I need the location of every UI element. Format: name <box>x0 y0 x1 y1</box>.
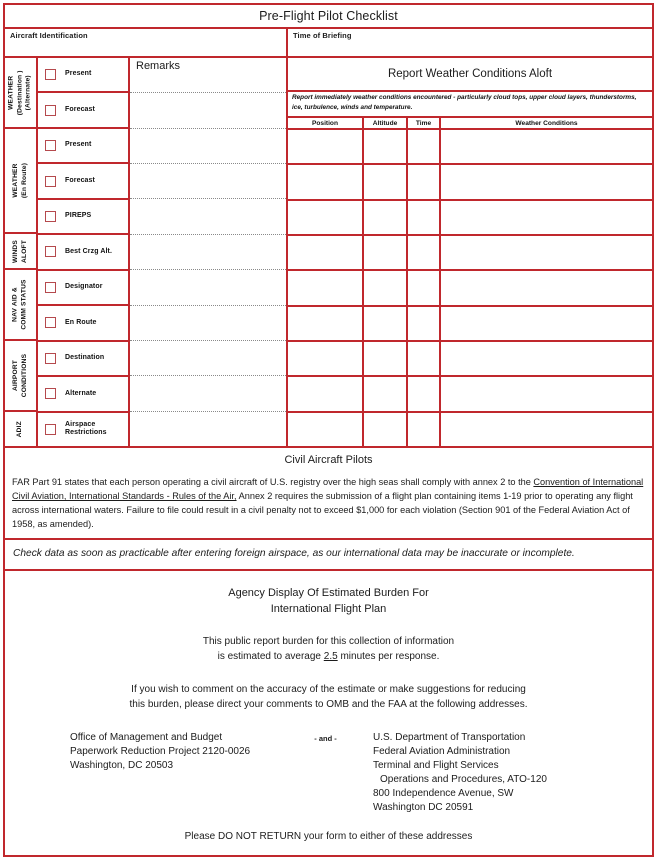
checklist-group-winds-aloft <box>5 234 36 270</box>
aloft-table-row <box>288 236 652 271</box>
aloft-table-row <box>288 307 652 342</box>
aircraft-identification-field[interactable] <box>5 29 288 56</box>
checklist-item-row[interactable] <box>38 377 128 412</box>
burden-heading <box>13 585 644 617</box>
aloft-cell-time[interactable] <box>408 271 441 304</box>
civil-text-part2: Annex 2 requires the submission of a flight plan containing items 1-19 prior to operating any flight across international waters. Failure to file could result in a civil penalty not to exceed $1,000 for each violation (Section 901 of the Federal Aviation Act of 1958, as amended). <box>12 491 633 529</box>
checklist-group-adiz <box>5 412 36 446</box>
checklist-group-label: AIRPORT CONDITIONS <box>12 353 28 397</box>
burden-heading-line2: International Flight Plan <box>270 603 387 615</box>
omb-address-line: Office of Management and Budget <box>70 732 223 743</box>
time-of-briefing-label: Time of Briefing <box>293 31 352 40</box>
form-title-bar <box>5 5 652 29</box>
checklist-group-nav-aid-comm-status <box>5 270 36 341</box>
checklist-group-label: NAV AID & COMM STATUS <box>12 279 28 330</box>
checkbox-destination[interactable] <box>45 353 56 364</box>
report-weather-aloft-section <box>288 58 652 446</box>
aloft-cell-position[interactable] <box>288 271 364 304</box>
burden-comment-line2: this burden, please direct your comments to OMB and the FAA at the following addresses. <box>129 699 528 710</box>
dot-address-line: Washington DC 20591 <box>373 802 474 813</box>
aloft-cell-conditions[interactable] <box>441 165 652 198</box>
dot-address-line: Federal Aviation Administration <box>373 746 511 757</box>
aloft-cell-position[interactable] <box>288 342 364 375</box>
checklist-group-label: ADIZ <box>16 420 24 437</box>
aloft-cell-conditions[interactable] <box>441 307 652 340</box>
aloft-cell-conditions[interactable] <box>441 342 652 375</box>
aloft-table-row <box>288 201 652 236</box>
remarks-cell[interactable] <box>130 129 286 164</box>
page-title: Pre-Flight Pilot Checklist <box>259 9 398 23</box>
aloft-cell-conditions[interactable] <box>441 201 652 234</box>
identification-row <box>5 29 652 58</box>
agency-burden-section <box>5 571 652 842</box>
remarks-cell[interactable] <box>130 270 286 305</box>
aloft-cell-altitude[interactable] <box>364 130 408 163</box>
caution-note: Check data as soon as practicable after entering foreign airspace, as our international data may be inaccurate or incomplete. <box>5 540 652 571</box>
addresses-block <box>13 731 644 815</box>
checkbox-forecast[interactable] <box>45 176 56 187</box>
aloft-cell-position[interactable] <box>288 165 364 198</box>
checkbox-designator[interactable] <box>45 282 56 293</box>
aloft-cell-conditions[interactable] <box>441 130 652 163</box>
aloft-cell-time[interactable] <box>408 201 441 234</box>
aloft-cell-altitude[interactable] <box>364 377 408 410</box>
checklist-item-row[interactable] <box>38 58 128 93</box>
checklist-item-row[interactable] <box>38 164 128 199</box>
civil-pilots-body <box>12 475 645 531</box>
aircraft-identification-label: Aircraft Identification <box>10 31 88 40</box>
aloft-header-altitude: Altitude <box>364 118 408 128</box>
checklist-item-label: En Route <box>65 318 97 326</box>
aloft-cell-altitude[interactable] <box>364 307 408 340</box>
aloft-cell-position[interactable] <box>288 377 364 410</box>
aloft-cell-time[interactable] <box>408 236 441 269</box>
address-separator: - and - <box>314 734 337 743</box>
checklist-item-row[interactable] <box>38 306 128 341</box>
aloft-table-row <box>288 271 652 306</box>
aloft-cell-position[interactable] <box>288 201 364 234</box>
checklist-group-airport-conditions <box>5 341 36 412</box>
checkbox-pireps[interactable] <box>45 211 56 222</box>
do-not-return-notice: Please DO NOT RETURN your form to either of these addresses <box>184 831 473 842</box>
checkbox-present[interactable] <box>45 69 56 80</box>
burden-minutes-value: 2.5 <box>323 651 338 662</box>
burden-comment-invitation <box>13 682 644 712</box>
checklist-item-row[interactable] <box>38 271 128 306</box>
remarks-cell[interactable] <box>130 93 286 128</box>
aloft-cell-altitude[interactable] <box>364 271 408 304</box>
aloft-cell-conditions[interactable] <box>441 271 652 304</box>
burden-avg-suffix: minutes per response. <box>337 651 440 662</box>
omb-address-line: Paperwork Reduction Project 2120-0026 <box>70 746 251 757</box>
checklist-item-label: Alternate <box>65 389 97 397</box>
checklist-item-label: Designator <box>65 283 103 291</box>
checklist-items-column <box>38 58 130 446</box>
aloft-header-conditions: Weather Conditions <box>515 119 578 127</box>
checkbox-best-crzg-alt[interactable] <box>45 246 56 257</box>
remarks-cell[interactable] <box>130 199 286 234</box>
checkbox-forecast[interactable] <box>45 105 56 116</box>
aloft-cell-conditions[interactable] <box>441 413 652 446</box>
aloft-cell-altitude[interactable] <box>364 165 408 198</box>
aloft-cell-time[interactable] <box>408 307 441 340</box>
checklist-item-row[interactable] <box>38 200 128 235</box>
omb-address-line: Washington, DC 20503 <box>70 760 174 771</box>
checklist-group-weather-destination-alternate <box>5 58 36 129</box>
aloft-cell-time[interactable] <box>408 130 441 163</box>
aloft-cell-altitude[interactable] <box>364 201 408 234</box>
aloft-cell-position[interactable] <box>288 130 364 163</box>
aloft-instruction-note: Report immediately weather conditions encountered - particularly cloud tops, upper cloud layers, thunderstorms, ice, turbulence, winds and temperature. <box>288 92 652 118</box>
aloft-cell-altitude[interactable] <box>364 342 408 375</box>
aloft-table-header <box>288 118 652 130</box>
aloft-cell-position[interactable] <box>288 413 364 446</box>
dot-address-line: Operations and Procedures, ATO-120 <box>380 774 547 785</box>
aloft-cell-conditions[interactable] <box>441 236 652 269</box>
aloft-table-row <box>288 342 652 377</box>
checkbox-airspace-restrictions[interactable] <box>45 424 56 435</box>
remarks-cell[interactable] <box>130 341 286 376</box>
checklist-item-row[interactable] <box>38 93 128 128</box>
aloft-table-row <box>288 130 652 165</box>
remarks-cells <box>130 58 286 446</box>
checklist-item-label: Present <box>65 141 92 149</box>
time-of-briefing-field[interactable] <box>288 29 652 56</box>
aloft-cell-time[interactable] <box>408 342 441 375</box>
aloft-cell-position[interactable] <box>288 307 364 340</box>
checklist-item-row[interactable] <box>38 413 128 446</box>
aloft-cell-time[interactable] <box>408 377 441 410</box>
checklist-item-label: Forecast <box>65 105 95 113</box>
aloft-table-row <box>288 165 652 200</box>
civil-text-part1: FAR Part 91 states that each person operating a civil aircraft of U.S. registry over the high seas shall comply with annex 2 to the <box>12 477 534 487</box>
burden-statement <box>13 634 644 664</box>
aloft-cell-altitude[interactable] <box>364 236 408 269</box>
aloft-cell-position[interactable] <box>288 236 364 269</box>
checklist-item-label: Airspace Restrictions <box>65 420 107 437</box>
aloft-cell-conditions[interactable] <box>441 377 652 410</box>
checklist-grid <box>5 58 652 448</box>
burden-statement-line1: This public report burden for this collection of information <box>202 636 455 647</box>
aloft-section-title: Report Weather Conditions Aloft <box>288 58 652 92</box>
remarks-cell[interactable] <box>130 164 286 199</box>
aloft-table-row <box>288 413 652 446</box>
aloft-cell-time[interactable] <box>408 413 441 446</box>
remarks-column[interactable] <box>130 58 288 446</box>
omb-address <box>13 731 278 815</box>
remarks-cell[interactable] <box>130 376 286 411</box>
burden-comment-line1: If you wish to comment on the accuracy of the estimate or make suggestions for reducing <box>131 684 526 695</box>
checkbox-present[interactable] <box>45 140 56 151</box>
remarks-title: Remarks <box>136 60 181 72</box>
aloft-cell-altitude[interactable] <box>364 413 408 446</box>
checklist-item-label: Best Crzg Alt. <box>65 247 113 255</box>
dot-address-line: U.S. Department of Transportation <box>373 732 526 743</box>
checklist-item-label: Forecast <box>65 176 95 184</box>
remarks-cell[interactable] <box>130 412 286 446</box>
checkbox-en-route[interactable] <box>45 317 56 328</box>
burden-heading-line1: Agency Display Of Estimated Burden For <box>228 587 429 599</box>
remarks-cell[interactable] <box>130 306 286 341</box>
checklist-group-weather-en-route <box>5 129 36 234</box>
checkbox-alternate[interactable] <box>45 388 56 399</box>
checklist-group-label: WEATHER (En Route) <box>12 162 28 198</box>
checklist-item-row[interactable] <box>38 342 128 377</box>
convention-reference-link[interactable]: Convention of International Civil Aviation, International Standards - Rules of the Air, <box>12 477 644 501</box>
checklist-group-label: WEATHER (Destination ) (Alternate) <box>7 69 32 115</box>
remarks-cell[interactable] <box>130 235 286 270</box>
checklist-group-column <box>5 58 38 446</box>
aloft-table-body <box>288 130 652 446</box>
dot-address <box>373 731 644 815</box>
checklist-sheet <box>3 3 654 857</box>
aloft-header-position: Position <box>288 118 364 128</box>
civil-pilots-heading: Civil Aircraft Pilots <box>284 454 373 466</box>
civil-aircraft-pilots-section <box>5 448 652 540</box>
checklist-item-label: Destination <box>65 354 105 362</box>
checklist-item-row[interactable] <box>38 235 128 270</box>
aloft-cell-time[interactable] <box>408 165 441 198</box>
checklist-item-label: PIREPS <box>65 212 92 220</box>
aloft-table-row <box>288 377 652 412</box>
dot-address-line: Terminal and Flight Services <box>373 760 499 771</box>
aloft-header-time: Time <box>408 118 441 128</box>
checklist-item-row[interactable] <box>38 129 128 164</box>
dot-address-line: 800 Independence Avenue, SW <box>373 788 514 799</box>
checklist-group-label: WINDS ALOFT <box>11 239 28 263</box>
burden-avg-prefix: is estimated to average <box>217 651 324 662</box>
burden-statement-line2 <box>13 649 644 664</box>
checklist-item-label: Present <box>65 70 92 78</box>
